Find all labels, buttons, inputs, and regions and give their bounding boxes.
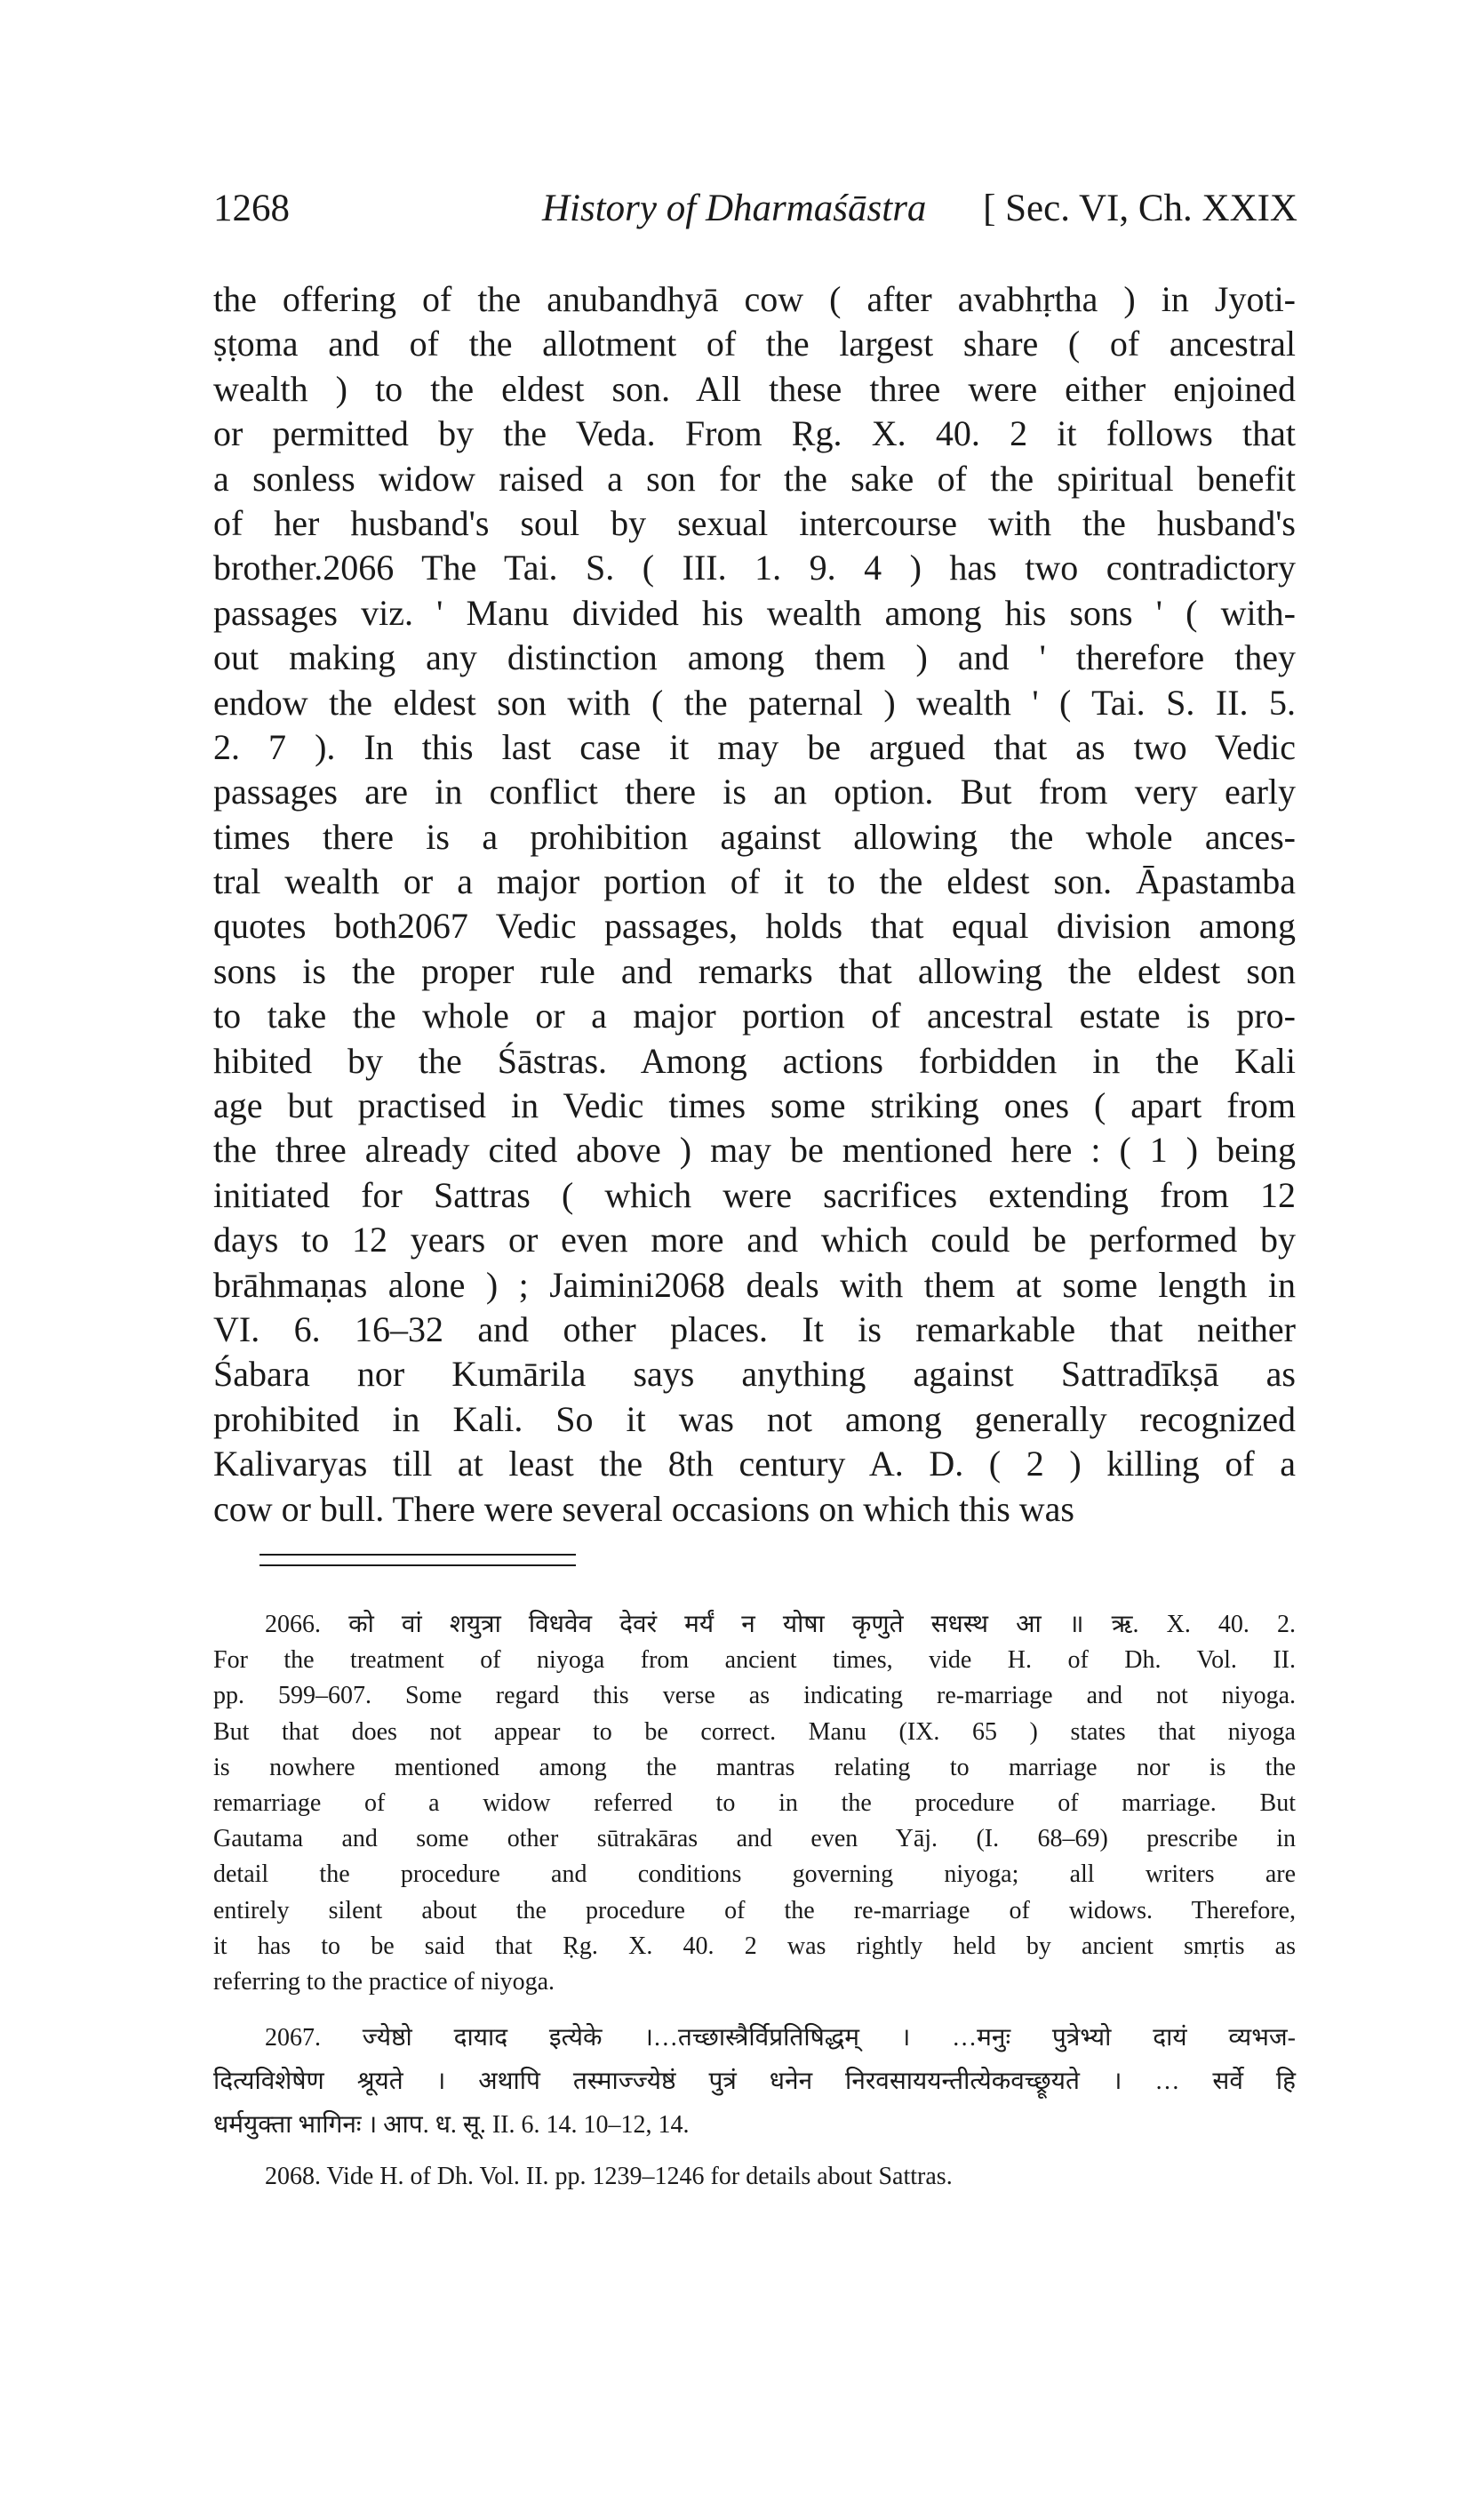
footnote-line: 2066. को वां शयुत्रा विधवेव देवरं मर्यं न योषा कृणुते सधस्थ आ ॥ ऋ. X. 40. 2.	[265, 1611, 1296, 1638]
running-title: History of Dharmaśāstra	[542, 188, 927, 229]
footnote-line: 2068. Vide H. of Dh. Vol. II. pp. 1239–1246 for details about Sattras.	[265, 2163, 953, 2191]
footnote-line: धर्मयुक्ता भागिनः । आप. ध. सू. II. 6. 14. 10–12, 14.	[213, 2111, 690, 2140]
page-number: 1268	[213, 188, 290, 229]
footnote-separator-rule	[259, 1554, 576, 1556]
footnote-line: remarriage of a widow referred to in the procedure of marriage. But	[213, 1788, 1296, 1817]
body-line: brāhmaṇas alone ) ; Jaimini2068 deals with them at some length in	[213, 1264, 1296, 1305]
body-line: the offering of the anubandhyā cow ( after avabhṛtha ) in Jyoti-	[213, 279, 1296, 319]
body-line: ṣṭoma and of the allotment of the largest share ( of ancestral	[213, 324, 1296, 364]
body-line: or permitted by the Veda. From Ṛg. X. 40. 2 it follows that	[213, 413, 1296, 454]
footnote-line: it has to be said that Ṛg. X. 40. 2 was rightly held by ancient smṛtis as	[213, 1932, 1296, 1960]
footnote-line: referring to the practice of niyoga.	[213, 1967, 555, 1996]
body-line: Kalivaryas till at least the 8th century A. D. ( 2 ) killing of a	[213, 1444, 1296, 1484]
body-line: VI. 6. 16–32 and other places. It is remarkable that neither	[213, 1308, 1296, 1349]
body-line: prohibited in Kali. So it was not among generally recognized	[213, 1398, 1296, 1439]
footnote-line: entirely silent about the procedure of the re-marriage of widows. Therefore,	[213, 1896, 1296, 1924]
body-line: initiated for Sattras ( which were sacrifices extending from 12	[213, 1174, 1296, 1215]
footnote-2066	[213, 1607, 1296, 2000]
body-line: passages viz. ' Manu divided his wealth among his sons ' ( with-	[213, 592, 1296, 633]
body-line: to take the whole or a major portion of ancestral estate is pro-	[213, 996, 1296, 1036]
body-line: of her husband's soul by sexual intercourse with the husband's	[213, 502, 1296, 543]
footnote-line: दित्यविशेषेण श्रूयते । अथापि तस्माज्ज्येष्ठं पुत्रं धनेन निरवसाययन्तीत्येकवच्छ्रूयते । … सर्वे हि	[213, 2068, 1296, 2096]
main-body-text	[213, 277, 1296, 1532]
body-line: Śabara nor Kumārila says anything against Sattradīkṣā as	[213, 1354, 1296, 1395]
section-reference: [ Sec. VI, Ch. XXIX	[983, 188, 1297, 229]
body-line: passages are in conflict there is an option. But from very early	[213, 772, 1296, 812]
footnote-2068	[213, 2159, 1296, 2195]
body-line: hibited by the Śāstras. Among actions forbidden in the Kali	[213, 1040, 1296, 1081]
body-line: brother.2066 The Tai. S. ( III. 1. 9. 4 ) has two contradictory	[213, 548, 1296, 588]
body-line: endow the eldest son with ( the paternal ) wealth ' ( Tai. S. II. 5.	[213, 682, 1296, 723]
body-line: cow or bull. There were several occasions on which this was	[213, 1488, 1074, 1529]
footnote-line: detail the procedure and conditions governing niyoga; all writers are	[213, 1860, 1296, 1889]
body-line: age but practised in Vedic times some striking ones ( apart from	[213, 1085, 1296, 1126]
footnote-line: Gautama and some other sūtrakāras and even Yāj. (I. 68–69) prescribe in	[213, 1825, 1296, 1853]
footnote-line: 2067. ज्येष्ठो दायाद इत्येके ।…तच्छास्त्रैर्विप्रतिषिद्धम् । …मनुः पुत्रेभ्यो दायं व्यभज-	[265, 2024, 1296, 2052]
body-line: wealth ) to the eldest son. All these three were either enjoined	[213, 368, 1296, 409]
body-line: the three already cited above ) may be mentioned here : ( 1 ) being	[213, 1130, 1296, 1171]
footnote-line: is nowhere mentioned among the mantras relating to marriage nor is the	[213, 1753, 1296, 1781]
body-line: 2. 7 ). In this last case it may be argued that as two Vedic	[213, 726, 1296, 767]
body-line: times there is a prohibition against allowing the whole ances-	[213, 816, 1296, 857]
footnotes	[213, 1607, 1296, 2202]
footnote-line: For the treatment of niyoga from ancient times, vide H. of Dh. Vol. II.	[213, 1646, 1296, 1675]
page-header	[213, 187, 1297, 240]
body-line: days to 12 years or even more and which could be performed by	[213, 1220, 1296, 1260]
body-line: out making any distinction among them ) and ' therefore they	[213, 637, 1296, 678]
body-line: tral wealth or a major portion of it to the eldest son. Āpastamba	[213, 861, 1296, 902]
footnote-line: But that does not appear to be correct. Manu (IX. 65 ) states that niyoga	[213, 1717, 1296, 1746]
footnote-2067	[213, 2016, 1296, 2147]
footnote-separator-rule	[259, 1564, 576, 1566]
footnote-line: pp. 599–607. Some regard this verse as indicating re-marriage and not niyoga.	[213, 1682, 1296, 1710]
body-line: quotes both2067 Vedic passages, holds that equal division among	[213, 906, 1296, 947]
body-line: a sonless widow raised a son for the sake of the spiritual benefit	[213, 458, 1296, 499]
body-line: sons is the proper rule and remarks that allowing the eldest son	[213, 950, 1296, 991]
